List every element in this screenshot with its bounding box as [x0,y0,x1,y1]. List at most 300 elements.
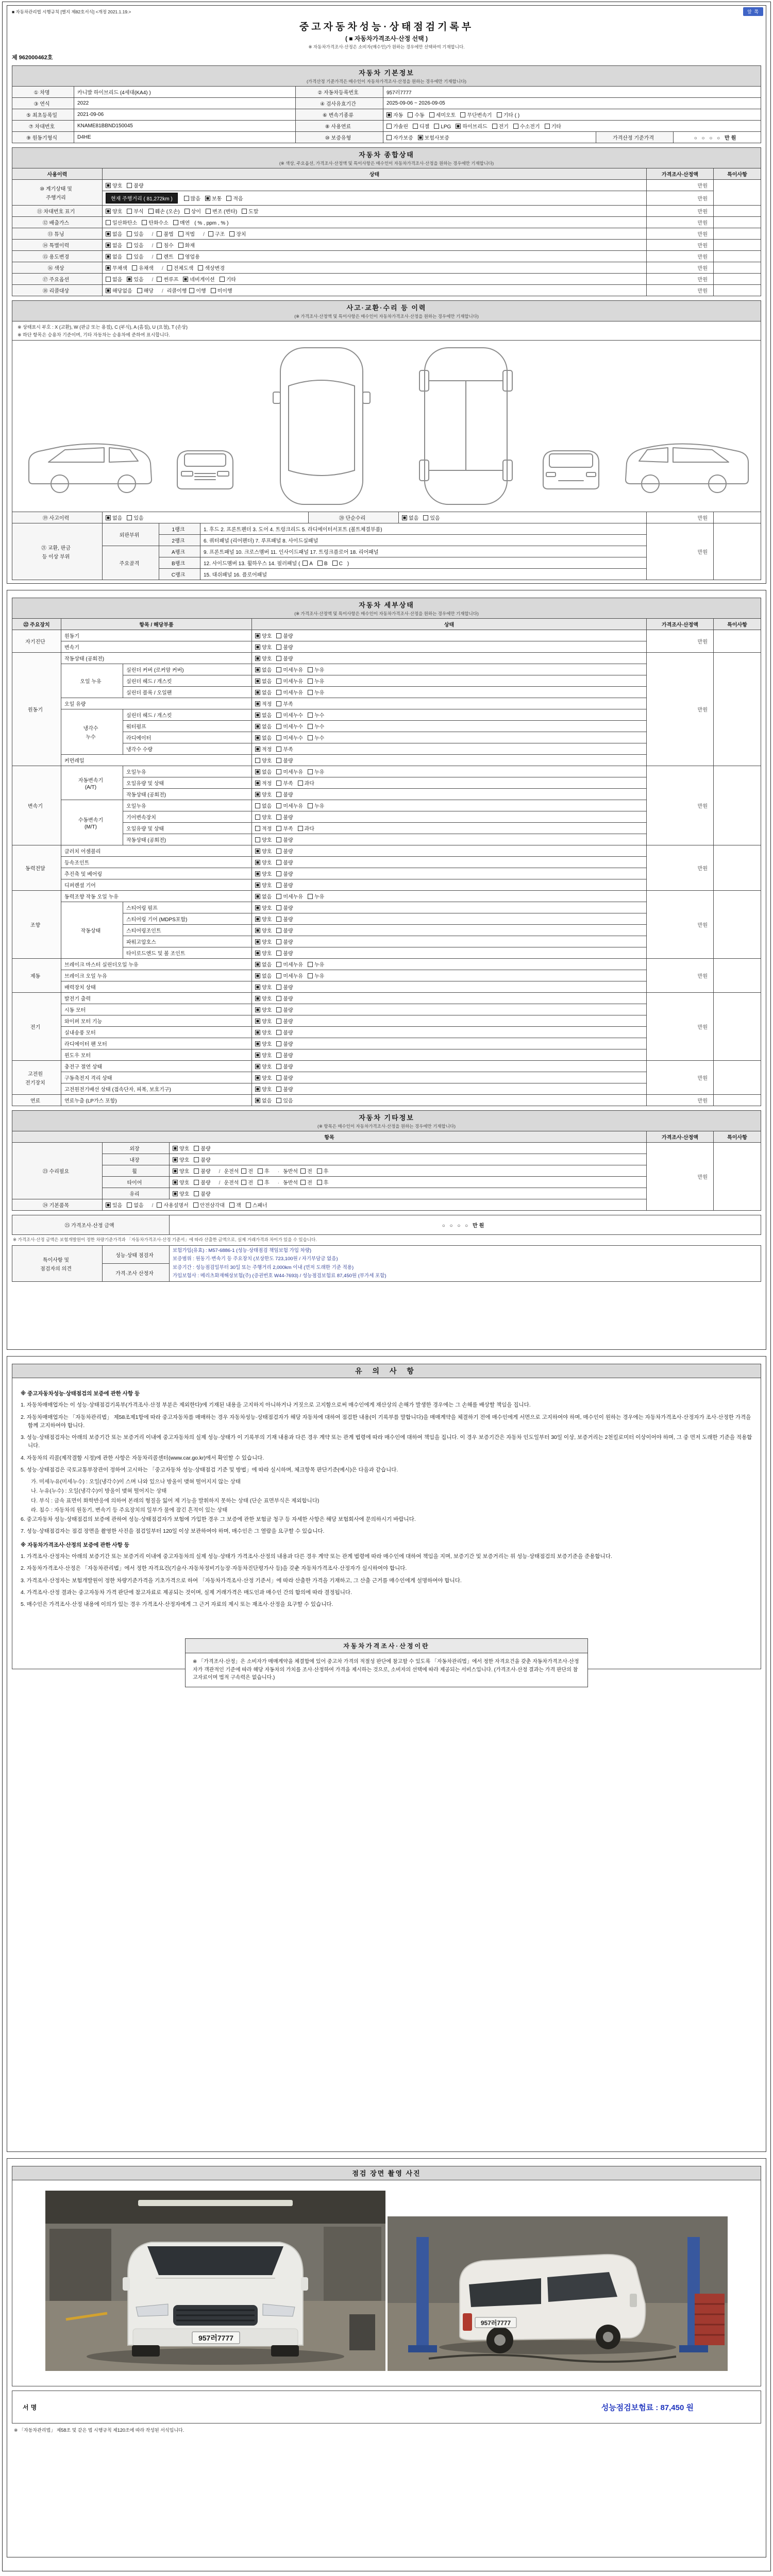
checkbox-option[interactable]: 양호 [255,872,272,877]
checkbox-option[interactable]: 기타 ( ) [497,113,520,118]
checkbox-option[interactable]: 화재 [178,243,195,249]
checkbox-option[interactable]: 하이브리드 [456,124,487,130]
checkbox-option[interactable]: 불량 [276,1019,293,1025]
checkbox-option[interactable]: A [303,561,313,567]
checkbox-option[interactable]: 기타 [545,124,561,130]
separator: / [161,266,163,272]
separator: · [277,1169,280,1175]
checkbox-option[interactable]: 무채색 [106,266,127,272]
checkbox-option[interactable]: 침수 [157,243,173,249]
cell-text: ⑥ 변속기종류 [322,113,354,118]
checkbox-option[interactable]: 양호 [255,906,272,911]
checkbox-option[interactable]: 불량 [194,1158,210,1163]
checkbox-option[interactable]: 불량 [276,1053,293,1059]
checkbox-option[interactable]: 기타 [220,277,236,283]
checkbox-option[interactable]: 양호 [255,838,272,843]
checkbox-option[interactable]: 양호 [255,985,272,991]
checkbox-option[interactable]: 많음 [184,196,200,202]
checkbox-option[interactable]: 누유 [308,668,324,673]
cell-text: ⑬ 튜닝 [47,232,64,238]
checkbox-option[interactable]: 자가보증 [386,135,413,141]
checkbox-option[interactable]: 탄화수소 [142,221,169,226]
checkbox-option[interactable]: 양호 [255,634,272,639]
inspection-photo-rear [388,2216,728,2371]
notice-item: 1. 가격조사·산정자는 아래의 보증기간 또는 보증거리 이내에 중고자동차의 실제 성능·상태가 가격조사·산정의 내용과 다른 경우 계약 또는 관계 법령에 따라 매수인에 대하여 책임을 지며, 보증기간 및 보증거리는 위 성능·상태점검의 보증기준을 준용합니다. [21,1553,612,1560]
checkbox-option[interactable]: 과다 [298,781,314,787]
cell-text: 실린더 커버 (로커암 커버) [126,668,184,673]
checkbox-icon [194,1191,199,1196]
checkbox-option[interactable]: 없음 [255,736,272,741]
checkbox-option[interactable]: 보험사보증 [418,135,449,141]
checkbox-option[interactable]: 전 [241,1180,253,1186]
checkbox-option[interactable]: 적법 [178,232,195,238]
checkbox-icon [276,803,281,808]
checkbox-icon [276,951,281,956]
checkbox-option[interactable]: 양호 [255,815,272,821]
cell-text: 연료 [30,1098,41,1104]
checkbox-option[interactable]: 부족 [276,747,293,753]
checkbox-option[interactable]: 매연 [173,221,190,226]
checkbox-option[interactable]: 장치 [229,232,246,238]
checkbox-icon [173,1146,178,1151]
checkbox-option[interactable]: 도말 [242,209,258,215]
checkbox-option[interactable]: 없음 [106,243,122,249]
table-cell [714,274,761,285]
checkbox-icon [276,1030,281,1035]
table-cell [159,535,200,546]
checkbox-option[interactable]: 보통 [205,196,222,202]
checkbox-option[interactable]: 미세누유 [276,974,303,979]
table-row [12,98,761,109]
checkbox-option[interactable]: 전체도색 [167,266,194,272]
checkbox-option[interactable]: 세미오토 [429,113,456,118]
table-cell [123,777,252,789]
checkbox-option[interactable]: 디젤 [413,124,429,130]
checkbox-option[interactable]: 변조 (변타) [206,209,237,215]
checkbox-option[interactable]: 미세누유 [276,690,303,696]
cell-text: 원동기 [28,707,43,713]
checkbox-icon [229,231,234,236]
checkbox-option[interactable]: 양호 [255,656,272,662]
checkbox-icon [255,701,260,706]
checkbox-option[interactable]: 부족 [276,781,293,787]
checkbox-icon [255,860,260,865]
checkbox-option[interactable]: 양호 [173,1192,189,1197]
table-cell [714,523,761,580]
table-header-cell: 가격조사·산정액 [647,1131,714,1143]
checkbox-option[interactable]: 적정 [255,826,272,832]
table-cell [12,1095,61,1106]
checkbox-icon [276,1053,281,1058]
checkbox-option[interactable]: 없음 [106,255,122,260]
checkbox-option[interactable]: 스패너 [246,1203,267,1209]
checkbox-option[interactable]: 후 [317,1180,329,1186]
checkbox-option[interactable]: 네비게이션 [183,277,214,283]
cell-text: 기어변속장치 [126,815,156,821]
checkbox-option[interactable]: 후 [258,1169,270,1175]
checkbox-option[interactable]: 누유 [308,974,324,979]
table-cell [647,993,714,1061]
checkbox-icon [308,973,313,978]
checkbox-option[interactable]: 영업용 [178,255,200,260]
cell-text: 스티어링 펌프 [126,906,158,911]
checkbox-icon [276,996,281,1001]
checkbox-option[interactable]: 불량 [276,928,293,934]
checkbox-icon [255,758,260,763]
checkbox-option[interactable]: 상이 [184,209,201,215]
checkbox-icon [255,781,260,786]
checkbox-option[interactable]: 적정 [255,702,272,707]
table-cell [647,285,714,296]
section-etc-title: 자동차 기타정보 [359,1114,414,1122]
cell-text: 고전원전기배선 상태 (접속단자, 피복, 보호기구) [64,1087,171,1093]
checkbox-icon [276,973,281,978]
checkbox-option[interactable]: 누유 [308,770,324,775]
table-cell [12,206,103,217]
checkbox-option[interactable]: 불량 [276,815,293,821]
checkbox-icon [106,1202,111,1208]
checkbox-option[interactable]: 전기 [492,124,509,130]
checkbox-option[interactable]: 불량 [276,940,293,945]
cell-text: 원동기 [64,634,79,639]
checkbox-option[interactable]: 가솔린 [386,124,408,130]
checkbox-option[interactable]: 양호 [255,917,272,923]
checkbox-option[interactable]: 양호 [255,996,272,1002]
checkbox-option[interactable]: 없음 [255,770,272,775]
cell-text: 제동 [30,974,41,979]
checkbox-option[interactable]: 불량 [276,883,293,889]
table-cell [12,251,103,262]
cell-text: 만원 [697,707,708,713]
checkbox-option[interactable]: 구조 [208,232,225,238]
signature-label[interactable]: 서명 [23,2403,39,2411]
checkbox-option[interactable]: 양호 [255,1008,272,1013]
checkbox-option[interactable]: 없음 [255,1098,272,1104]
checkbox-option[interactable]: 불량 [276,1042,293,1047]
checkbox-icon [276,1064,281,1069]
checkbox-option[interactable]: 없음 [255,679,272,685]
checkbox-icon [276,735,281,740]
checkbox-icon [413,124,418,129]
checkbox-option[interactable]: 불법 [157,232,173,238]
checkbox-option[interactable]: 불량 [276,985,293,991]
table-cell [12,630,61,653]
checkbox-option[interactable]: 없음 [255,962,272,968]
checkbox-option[interactable]: 불량 [276,860,293,866]
checkbox-option[interactable]: 없음 [255,724,272,730]
checkbox-option[interactable]: 없음 [106,516,122,521]
table-cell [103,228,647,240]
checkbox-option[interactable]: 훼손 (오손) [148,209,180,215]
checkbox-option[interactable]: 양호 [255,1076,272,1081]
checkbox-option[interactable]: 있음 [127,516,143,521]
checkbox-option[interactable]: 불량 [276,838,293,843]
cell-text: C랭크 [171,572,186,578]
checkbox-option[interactable]: 불량 [276,1076,293,1081]
checkbox-option[interactable]: 있음 [127,277,143,283]
checkbox-option[interactable]: 양호 [255,883,272,889]
checkbox-option[interactable]: 불량 [276,1008,293,1013]
checkbox-option[interactable]: 양호 [106,183,122,189]
checkbox-option[interactable]: 미세누유 [276,679,303,685]
checkbox-option[interactable]: 양호 [173,1146,189,1152]
checkbox-option[interactable]: 불량 [276,872,293,877]
table-cell [12,891,61,959]
cell-text: 만원 [697,243,708,249]
checkbox-icon [276,1087,281,1092]
checkbox-icon [127,243,132,248]
checkbox-option[interactable]: 양호 [255,1019,272,1025]
cell-text: 만원 [697,923,708,928]
checkbox-option[interactable]: 불량 [194,1146,210,1152]
checkbox-option[interactable]: 없음 [127,1203,143,1209]
checkbox-option[interactable]: 누수 [308,736,324,741]
table-row [12,512,761,523]
checkbox-option[interactable]: 없음 [255,894,272,900]
cell-text: 만원 [697,196,708,202]
checkbox-option[interactable]: 적음 [226,196,243,202]
cell-text: ④ 검사유효기간 [320,101,356,107]
checkbox-option[interactable]: 양호 [255,860,272,866]
checkbox-option[interactable]: 불량 [276,656,293,662]
checkbox-option[interactable]: 양호 [106,209,122,215]
checkbox-option[interactable]: 부족 [276,702,293,707]
cell-text: 점검자의 의견 [40,1266,72,1272]
checkbox-icon [106,254,111,259]
checkbox-option[interactable]: 렌트 [157,255,173,260]
table-cell [714,251,761,262]
checkbox-option[interactable]: 있음 [127,232,143,238]
checkbox-option[interactable]: 양호 [255,849,272,855]
checkbox-option[interactable]: 불량 [276,645,293,651]
checkbox-icon [255,690,260,695]
checkbox-option[interactable]: B [317,561,328,567]
checkbox-option[interactable]: 누유 [308,962,324,968]
checkbox-icon [255,985,260,990]
checkbox-option[interactable]: 없음 [255,804,272,809]
checkbox-option[interactable]: 적정 [255,781,272,787]
checkbox-option[interactable]: 불량 [276,996,293,1002]
checkbox-option[interactable]: 잭 [229,1203,241,1209]
table-cell [159,546,200,557]
cell-text: 만원 [697,550,708,555]
checkbox-icon [308,667,313,672]
checkbox-option[interactable]: 양호 [173,1180,189,1186]
checkbox-option[interactable]: 없음 [255,713,272,719]
checkbox-icon [173,1157,178,1162]
checkbox-icon [386,124,392,129]
checkbox-icon [205,196,210,201]
cell-text: 보증범위 : 원동기·변속기 등 주요장치 (보상한도 723,100원 / 자기부담금 없음) [173,1256,338,1262]
checkbox-icon [308,713,313,718]
checkbox-option[interactable]: 불량 [276,951,293,957]
table-cell [714,959,761,993]
checkbox-option[interactable]: 사용설명서 [157,1203,188,1209]
checkbox-icon [276,781,281,786]
table-cell [252,925,647,936]
table-cell [103,1177,170,1188]
checkbox-option[interactable]: 부식 [127,209,143,215]
checkbox-option[interactable]: 불량 [194,1169,210,1175]
table-cell [74,121,296,132]
checkbox-option[interactable]: 미세누수 [276,736,303,741]
checkbox-option[interactable]: 없음 [106,277,122,283]
checkbox-option[interactable]: 양호 [255,1042,272,1047]
section-basic-header [12,65,761,87]
checkbox-option[interactable]: 양호 [255,1030,272,1036]
checkbox-icon [308,769,313,774]
table-cell [103,1188,170,1199]
checkbox-option[interactable]: 누수 [308,724,324,730]
table-cell [61,970,252,981]
table-cell [61,1083,252,1095]
checkbox-option[interactable]: 있음 [423,516,440,521]
cell-text: ㉓ 수리필요 [42,1169,70,1175]
table-cell [170,1165,647,1177]
checkbox-option[interactable]: 없음 [255,668,272,673]
table-cell [12,109,74,121]
table-cell [123,800,252,811]
table-cell [159,523,200,535]
checkbox-option[interactable]: 후 [258,1180,270,1186]
table-row [12,191,761,206]
checkbox-option[interactable]: 있음 [106,1203,122,1209]
checkbox-option[interactable]: 없음 [402,516,418,521]
cell-text: 실린더 헤드 / 개스킷 [126,713,172,719]
checkbox-icon [198,265,203,270]
table-row [12,959,761,970]
checkbox-option[interactable]: 미세누수 [276,724,303,730]
checkbox-option[interactable]: 부족 [276,826,293,832]
section-basic-title: 자동차 기본정보 [359,69,414,77]
checkbox-option[interactable]: LPG [434,124,451,130]
checkbox-option[interactable]: 불량 [276,917,293,923]
checkbox-option[interactable]: 미세누유 [276,770,303,775]
checkbox-option[interactable]: 미세누유 [276,804,303,809]
checkbox-option[interactable]: 수동 [408,113,424,118]
checkbox-icon [276,871,281,876]
checkbox-option[interactable]: 일산화탄소 [106,221,137,226]
checkbox-option[interactable]: 양호 [255,1053,272,1059]
checkbox-option[interactable]: 불량 [276,849,293,855]
checkbox-option[interactable]: 불량 [276,1030,293,1036]
checkbox-option[interactable]: 미세누수 [276,713,303,719]
checkbox-option[interactable]: 누유 [308,804,324,809]
table-cell [103,274,647,285]
cell-text: 시동 모터 [64,1008,86,1013]
checkbox-option[interactable]: 해당 [137,289,154,294]
checkbox-icon [194,1168,199,1174]
table-row [12,845,761,857]
checkbox-option[interactable]: 없음 [255,974,272,979]
table-cell [61,993,252,1004]
checkbox-option[interactable]: 불량 [276,758,293,764]
checkbox-option[interactable]: 전 [241,1169,253,1175]
checkbox-option[interactable]: 양호 [255,645,272,651]
checkbox-option[interactable]: 없음 [255,690,272,696]
checkbox-option[interactable]: 불량 [276,1064,293,1070]
checkbox-option[interactable]: 누유 [308,679,324,685]
cell-text: 라디에이터 [126,736,152,741]
cell-text: ① 차명 [33,90,50,96]
checkbox-icon [545,124,550,129]
checkbox-option[interactable]: 불량 [276,1087,293,1093]
accident-legend-line1: ※ 상태표시 부호 : X (교환), W (판금 또는 용접), C (부식), A (흠집), U (요철), T (손상) [18,325,188,330]
checkbox-option[interactable]: 후 [317,1169,329,1175]
checkbox-option[interactable]: 미세누유 [276,668,303,673]
checkbox-option[interactable]: 과다 [298,826,314,832]
checkbox-option[interactable]: 해당없음 [106,289,132,294]
checkbox-icon [255,962,260,967]
checkbox-option[interactable]: 불량 [194,1180,210,1186]
checkbox-option[interactable]: 유채색 [132,266,154,272]
checkbox-option[interactable]: C [332,561,343,567]
checkbox-option[interactable]: 누유 [308,894,324,900]
table-cell [12,959,61,993]
checkbox-option[interactable]: 양호 [255,1064,272,1070]
checkbox-option[interactable]: 양호 [255,928,272,934]
checkbox-option[interactable]: 양호 [173,1158,189,1163]
checkbox-option[interactable]: 안전삼각대 [193,1203,225,1209]
notice-subitem: 나. 누유(누수) : 오일(냉각수)이 방울이 맺혀 떨어지는 상태 [31,1488,167,1495]
checkbox-option[interactable]: 미세누유 [276,894,303,900]
checkbox-option[interactable]: 없음 [106,232,122,238]
car-front-view-icon [177,451,233,489]
checkbox-icon [208,231,213,236]
checkbox-option[interactable]: 불량 [194,1192,210,1197]
checkbox-option[interactable]: 불량 [276,792,293,798]
checkbox-option[interactable]: 전 [300,1180,312,1186]
checkbox-option[interactable]: 자동 [386,113,403,118]
notice-item: 4. 자동차의 리콜(제작결함 시정)에 관한 사항은 자동차리콜센터(www.car.go.kr)에서 확인할 수 있습니다. [21,1454,264,1461]
table-cell [296,121,383,132]
checkbox-option[interactable]: 양호 [255,792,272,798]
cell-text: 실린더 블록 / 오일팬 [126,690,172,696]
separator: / [219,1169,221,1175]
checkbox-option[interactable]: 있음 [127,255,143,260]
checkbox-option[interactable]: 양호 [255,940,272,945]
cell-text: 만원 [697,266,708,272]
checkbox-option[interactable]: 이행 [189,289,206,294]
checkbox-option[interactable]: 불량 [276,906,293,911]
checkbox-option[interactable]: 무단변속기 [460,113,492,118]
checkbox-option[interactable]: 전 [300,1169,312,1175]
checkbox-option[interactable]: 양호 [173,1169,189,1175]
checkbox-option[interactable]: 양호 [255,951,272,957]
checkbox-icon [276,724,281,729]
checkbox-option[interactable]: 미이행 [211,289,232,294]
checkbox-option[interactable]: 양호 [255,1087,272,1093]
checkbox-option[interactable]: 불량 [127,183,143,189]
checkbox-option[interactable]: 수소전기 [513,124,540,130]
checkbox-option[interactable]: 미세누유 [276,962,303,968]
cell-text: ③ 연식 [33,101,50,107]
checkbox-icon [276,633,281,638]
checkbox-icon [255,679,260,684]
cell-text: 12. 사이드멤버 13. 휠하우스 14. 필러패널 ( [204,561,300,567]
checkbox-option[interactable]: 색상변경 [198,266,225,272]
checkbox-option[interactable]: 있음 [276,1098,293,1104]
checkbox-option[interactable]: 있음 [127,243,143,249]
checkbox-icon [255,917,260,922]
cell-text: 만원 [697,1098,708,1104]
checkbox-option[interactable]: 썬루프 [157,277,178,283]
checkbox-option[interactable]: 불량 [276,634,293,639]
checkbox-option[interactable]: 누유 [308,690,324,696]
checkbox-option[interactable]: 양호 [255,758,272,764]
checkbox-option[interactable]: 누수 [308,713,324,719]
checkbox-option[interactable]: 적정 [255,747,272,753]
